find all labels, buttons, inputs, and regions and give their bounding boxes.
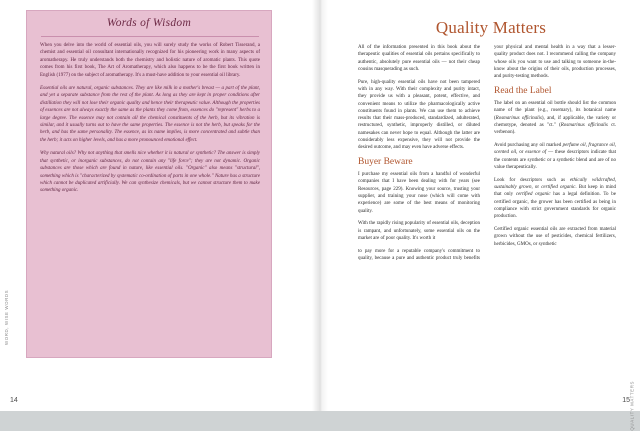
sidebar-paragraph-2: Essential oils are natural, organic substances. They are like milk in a mother's breast — a part of the plant, and yet a separate substance from the rest of the plant. As long as they are kept in proper conditions after distillation they will not lose their organic quality and hence their therapeutic value. Although the properties of essences are not always exactly the same as the plants they come from, essences do "represent" herbs to a large degree. The essence may not contain all the chemical constituents of the herb, but its vibration is similar, and it usually turns out to have the same properties. The essence is not the herb, but speaks for the herb, and has the same personality. The essence, as its name implies, is more concentrated and subtle than the herb; it acts on higher levels, and has a more pronounced emotional effect. xyxy=(40,86,260,143)
left-page-number: 14 xyxy=(10,397,18,404)
sidebar-paragraph-1: When you delve into the world of essential oils, you will surely study the works of Robert Tisserand, a chemist and essential oil consultant internationally recognized for his pioneering work in many aspects of aromatherapy. He truly understands both the chemistry and holistic nature of aromatic plants. This quote comes from his first book, The Art of Aromatherapy, which also happens to be the first book written in English (1977) on the subject of aromatherapy. It's a must-have addition to your essential oil library. xyxy=(40,43,260,78)
paragraph: Pure, high-quality essential oils have not been tampered with in any way. With their complexity and purity intact, they provide us with a pleasant, potent, effective, and convenient means to utilize the pharmacologically active constituents found in plants. We can use them to achieve results that their mass-produced, standardized, adulterated, restructured, synthetic, improperly distilled, or diluted namesakes can never hope to equal. Although the latter are considerably less expensive, they will not provide the desired outcome, and may even have adverse effects. xyxy=(358,79,480,151)
section-heading-read-the-label: Read the Label xyxy=(494,85,552,96)
paragraph: I purchase my essential oils from a handful of wonderful companies that I have been dealing with for years (see Resources, page 229). Knowing your source, trusting your supplier, and training your nose (which will come with experience) are some of the best means of monitoring quality. xyxy=(358,172,480,214)
paragraph: The label on an essential oil bottle should list the common name of the plant (e.g., rosemary), its botanical name (Rosmarinus officinalis), and, if applicable, the variety or chemotype, denoted as "ct." (Rosmarinus officinalis ct. verbenon). xyxy=(494,100,616,136)
section-heading-buyer-beware: Buyer Beware xyxy=(358,157,413,168)
sidebar-title: Words of Wisdom xyxy=(106,17,192,29)
page-title: Quality Matters xyxy=(435,18,547,37)
paragraph: Certified organic essential oils are extracted from material grown without the use of pesticides, chemical fertilizers, herbicides, GMOs, or synthetic xyxy=(494,226,616,247)
paragraph: to pay more for a reputable company's commitment to quality, because a pure and authentic product truly benefits your physical and mental health in a way that a lesser-quality product does not. I recommend calling the company whose oils you want to use and talking to someone in-the-know about the origins of their oils, production processes, and purity-testing methods. xyxy=(358,45,616,262)
right-page-number: 15 xyxy=(622,397,630,404)
right-page xyxy=(320,0,640,431)
left-page xyxy=(0,0,320,411)
paragraph: Avoid purchasing any oil marked perfume oil, fragrance oil, scented oil, or essence of — these descriptors indicate that the contents are synthetic or a synthetic blend and are of no value therapeutically. xyxy=(494,142,617,170)
sidebar-divider xyxy=(41,36,259,37)
article-body xyxy=(358,44,616,354)
words-of-wisdom-sidebar xyxy=(26,10,272,358)
paragraph: With the rapidly rising popularity of essential oils, deception is rampant, and unfortunately, some essential oils on the market are of poor quality. It's worth it xyxy=(358,221,480,242)
paragraph: All of the information presented in this book about the therapeutic qualities of essential oils pertains specifically to authentic, absolutely pure essential oils — not their cheap cousins masquerading as such. xyxy=(358,45,480,72)
left-page-edge-label: WORD, WISE WORDS xyxy=(4,289,9,345)
sidebar-paragraph-3: Why natural oils? Why not anything that smells nice whether it is natural or synthetic? The answer is simply that synthetic, or inorganic substances, do not contain any "life force"; they are not dynamic. Organic substances are those which are found in nature, like essential oils. "Organic" also means "structural", something which is "characterized by systematic co-ordination of parts in one whole." Nature has a structure which cannot be duplicated artificially. We can synthesize chemicals, but we cannot structure them to make something organic. xyxy=(40,151,260,194)
sidebar-body xyxy=(40,42,260,195)
paragraph: Look for descriptors such as ethically wildcrafted, sustainably grown, or certified organic. But keep in mind that only certified organic has a legal definition. To be certified organic, the grower has been certified as being in compliance with strict government standards for organic production. xyxy=(494,177,616,220)
right-page-edge-label: QUALITY MATTERS xyxy=(630,381,635,431)
